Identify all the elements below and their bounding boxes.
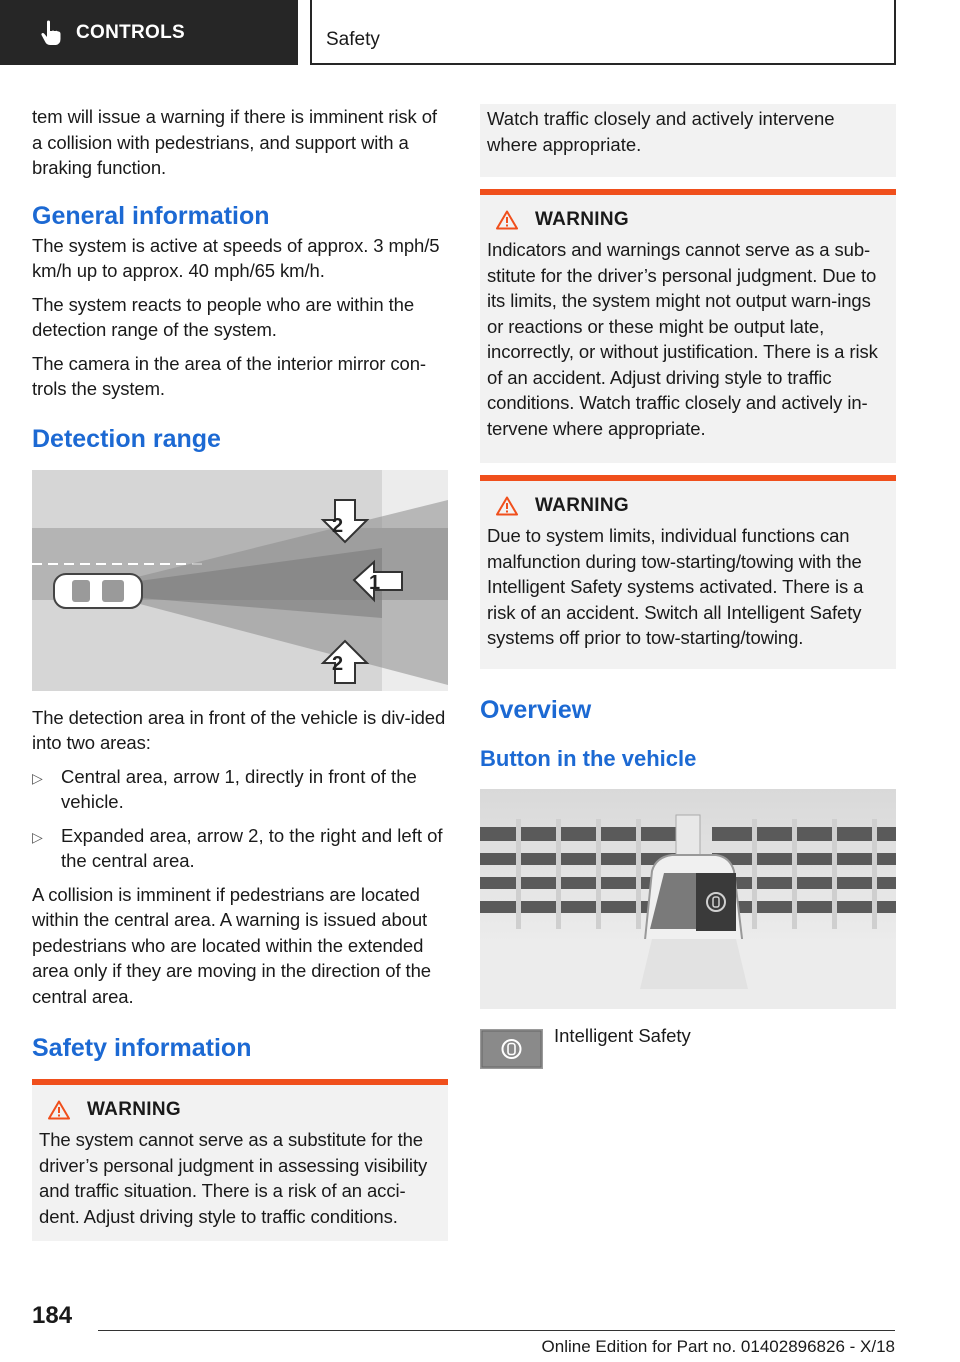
vehicle-button-photo (480, 789, 896, 1009)
general-paragraph-2: The system reacts to people who are within the detection range of the system. (32, 293, 415, 340)
warning-box-2 (480, 189, 896, 463)
arrow-2-top-label: 2 (332, 514, 344, 537)
general-paragraph-3: The camera in the area of the interior mirror con-trols the system. (32, 352, 426, 399)
list-item-text: Expanded area, arrow 2, to the right and left of the central area. (61, 824, 443, 871)
overview-heading: Overview (480, 695, 592, 724)
triangle-bullet-icon: ▷ (32, 769, 43, 786)
detection-range-diagram (32, 470, 448, 691)
general-information-heading: General information (32, 201, 270, 230)
arrow-2-bottom-label: 2 (332, 652, 344, 675)
list-item (32, 823, 448, 874)
section-tab (0, 0, 298, 65)
list-item-text: Central area, arrow 1, directly in front of the vehicle. (61, 765, 417, 812)
button-in-vehicle-heading: Button in the vehicle (480, 745, 697, 771)
general-paragraph-1: The system is active at speeds of approx. 3 mph/5 km/h up to approx. 40 mph/65 km/h. (32, 234, 440, 281)
footer-divider (98, 1330, 895, 1331)
warning-triangle-icon (496, 496, 518, 516)
warning-label: WARNING (535, 209, 629, 230)
list-item (32, 764, 448, 815)
intelligent-safety-button-icon (480, 1029, 543, 1069)
warning-label: WARNING (535, 495, 629, 516)
legend-row (480, 1024, 896, 1069)
warning-triangle-icon (48, 1100, 70, 1120)
page-number: 184 (32, 1302, 73, 1329)
detection-paragraph-2: A collision is imminent if pedestrians are located within the central area. A warning is issued about pedestrians who are located within the extended area only if they are moving in the direction of the central area. (32, 883, 431, 1007)
warning-text: Due to system limits, individual functions can malfunction during tow-starting/towing with the Intelligent Safety systems activated. There is a risk of an accident. Switch all Intelligent Safety systems off prior to tow-starting/towing. (487, 525, 864, 648)
arrow-1-label: 1 (369, 571, 381, 594)
warning-triangle-icon (496, 210, 518, 230)
warning-box-1 (32, 1079, 448, 1241)
safety-information-heading: Safety information (32, 1034, 252, 1062)
right-column (480, 104, 896, 1069)
intro-paragraph: tem will issue a warning if there is imminent risk of a collision with pedestrians, and support with a braking function. (32, 106, 437, 178)
warning-text: Indicators and warnings cannot serve as a sub-stitute for the driver’s personal judgment. Due to its limits, the system might not output warn-ings or reactions or these might be output late, incorrectly, or without justification. There is a risk of an accident. Adjust driving style to traffic conditions. Watch traffic closely and actively in-tervene where appropriate. (487, 239, 878, 439)
warning-label: WARNING (87, 1099, 181, 1120)
warning-text: The system cannot serve as a substitute for the driver’s personal judgment in assessing visibility and traffic situation. There is a risk of an acci-dent. Adjust driving style to traffic conditions. (39, 1129, 428, 1227)
chapter-title: Safety (326, 29, 380, 50)
detection-intro: The detection area in front of the vehicle is div-ided into two areas: (32, 706, 446, 753)
warning-box-3 (480, 475, 896, 669)
intelligent-safety-label: Intelligent Safety (554, 1024, 691, 1046)
detection-range-heading: Detection range (32, 424, 221, 453)
chapter-box (310, 0, 896, 65)
vehicle-icon (54, 574, 142, 608)
left-column (32, 104, 448, 1241)
section-title: CONTROLS (76, 21, 186, 43)
hand-pointer-icon (40, 20, 62, 46)
edition-text: Online Edition for Part no. 01402896826 - X/18 (541, 1337, 895, 1356)
triangle-bullet-icon: ▷ (32, 828, 43, 845)
warning-box-1-continued: Watch traffic closely and actively intervene where appropriate. (480, 104, 896, 177)
